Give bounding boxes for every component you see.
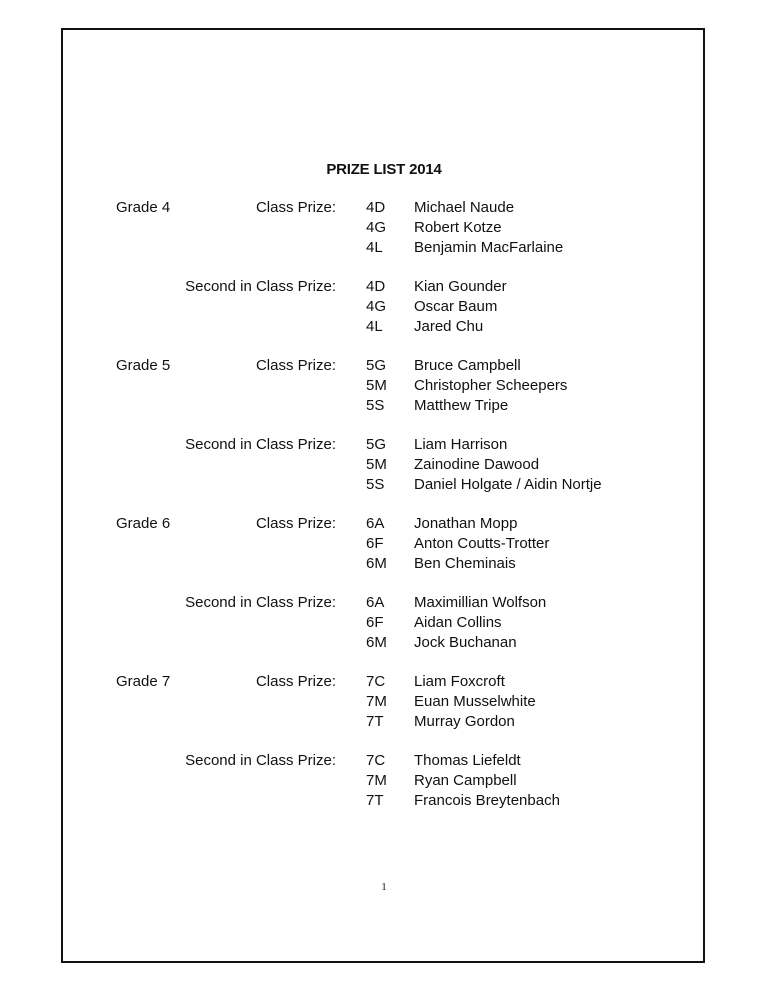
class-code: 5M bbox=[366, 377, 387, 394]
winner-row bbox=[366, 712, 536, 732]
prize-block bbox=[0, 435, 768, 514]
winner-row bbox=[366, 396, 567, 416]
class-code: 7T bbox=[366, 792, 384, 809]
class-code: 4D bbox=[366, 199, 386, 216]
winner-row bbox=[366, 376, 567, 396]
winner-row bbox=[366, 435, 602, 455]
winner-list bbox=[366, 672, 536, 732]
grade-label: Grade 7 bbox=[116, 673, 171, 690]
winner-name: Oscar Baum bbox=[414, 298, 498, 315]
winner-name: Jared Chu bbox=[414, 318, 484, 335]
winner-list bbox=[366, 593, 546, 653]
class-code: 6F bbox=[366, 535, 384, 552]
prize-block bbox=[0, 672, 768, 751]
class-code: 6A bbox=[366, 594, 385, 611]
winner-name: Jock Buchanan bbox=[414, 634, 517, 651]
document-title: PRIZE LIST 2014 bbox=[326, 161, 442, 178]
prize-type-label: Class Prize: bbox=[255, 357, 336, 374]
winner-row bbox=[366, 672, 536, 692]
grade-label: Grade 4 bbox=[116, 199, 171, 216]
class-code: 7T bbox=[366, 713, 384, 730]
winner-row bbox=[366, 791, 560, 811]
winner-name: Liam Foxcroft bbox=[414, 673, 505, 690]
winner-list bbox=[366, 356, 567, 416]
prize-type-label: Second in Class Prize: bbox=[185, 752, 336, 769]
prize-block bbox=[0, 277, 768, 356]
winner-name: Thomas Liefeldt bbox=[414, 752, 521, 769]
winner-name: Christopher Scheepers bbox=[414, 377, 568, 394]
winner-name: Ben Cheminais bbox=[414, 555, 516, 572]
winner-name: Maximillian Wolfson bbox=[414, 594, 547, 611]
winner-name: Jonathan Mopp bbox=[414, 515, 518, 532]
winner-name: Bruce Campbell bbox=[414, 357, 521, 374]
class-code: 7C bbox=[366, 752, 386, 769]
winner-row bbox=[366, 475, 602, 495]
winner-list bbox=[366, 751, 560, 811]
winner-row bbox=[366, 633, 546, 653]
winner-name: Matthew Tripe bbox=[414, 397, 509, 414]
winner-name: Michael Naude bbox=[414, 199, 515, 216]
winner-name: Kian Gounder bbox=[414, 278, 507, 295]
winner-list bbox=[366, 277, 507, 337]
winner-name: Liam Harrison bbox=[414, 436, 508, 453]
winner-row bbox=[366, 238, 563, 258]
prize-type-label: Class Prize: bbox=[255, 673, 336, 690]
winner-row bbox=[366, 218, 563, 238]
prize-type-label: Second in Class Prize: bbox=[185, 594, 336, 611]
winner-row bbox=[366, 613, 546, 633]
winner-name: Murray Gordon bbox=[414, 713, 515, 730]
grade-label: Grade 6 bbox=[116, 515, 171, 532]
class-code: 4L bbox=[366, 318, 383, 335]
class-code: 4D bbox=[366, 278, 386, 295]
class-code: 5M bbox=[366, 456, 387, 473]
page-number: 1 bbox=[381, 881, 387, 893]
winner-name: Robert Kotze bbox=[414, 219, 502, 236]
winner-row bbox=[366, 534, 549, 554]
winner-row bbox=[366, 514, 549, 534]
winner-name: Aidan Collins bbox=[414, 614, 502, 631]
winner-row bbox=[366, 317, 507, 337]
prize-type-label: Class Prize: bbox=[255, 199, 336, 216]
class-code: 5G bbox=[366, 436, 387, 453]
winner-name: Zainodine Dawood bbox=[414, 456, 540, 473]
winner-row bbox=[366, 751, 560, 771]
winner-row bbox=[366, 277, 507, 297]
class-code: 4G bbox=[366, 219, 387, 236]
class-code: 5G bbox=[366, 357, 387, 374]
class-code: 6M bbox=[366, 555, 387, 572]
winner-row bbox=[366, 771, 560, 791]
winner-list bbox=[366, 514, 549, 574]
prize-block bbox=[0, 593, 768, 672]
winner-list bbox=[366, 198, 563, 258]
class-code: 6A bbox=[366, 515, 385, 532]
prize-list bbox=[0, 198, 768, 830]
class-code: 6M bbox=[366, 634, 387, 651]
winner-name: Ryan Campbell bbox=[414, 772, 517, 789]
class-code: 5S bbox=[366, 397, 385, 414]
winner-name: Anton Coutts-Trotter bbox=[414, 535, 550, 552]
class-code: 7M bbox=[366, 693, 387, 710]
winner-name: Euan Musselwhite bbox=[414, 693, 536, 710]
winner-name: Daniel Holgate / Aidin Nortje bbox=[414, 476, 602, 493]
prize-block bbox=[0, 514, 768, 593]
prize-block bbox=[0, 356, 768, 435]
class-code: 7C bbox=[366, 673, 386, 690]
class-code: 4L bbox=[366, 239, 383, 256]
prize-type-label: Class Prize: bbox=[255, 515, 336, 532]
winner-name: Francois Breytenbach bbox=[414, 792, 560, 809]
class-code: 7M bbox=[366, 772, 387, 789]
prize-type-label: Second in Class Prize: bbox=[185, 278, 336, 295]
class-code: 4G bbox=[366, 298, 387, 315]
prize-block bbox=[0, 751, 768, 830]
winner-row bbox=[366, 356, 567, 376]
winner-row bbox=[366, 554, 549, 574]
winner-row bbox=[366, 593, 546, 613]
winner-list bbox=[366, 435, 602, 495]
winner-row bbox=[366, 297, 507, 317]
class-code: 5S bbox=[366, 476, 385, 493]
winner-row bbox=[366, 198, 563, 218]
grade-label: Grade 5 bbox=[116, 357, 171, 374]
prize-type-label: Second in Class Prize: bbox=[185, 436, 336, 453]
winner-name: Benjamin MacFarlaine bbox=[414, 239, 564, 256]
class-code: 6F bbox=[366, 614, 384, 631]
winner-row bbox=[366, 455, 602, 475]
winner-row bbox=[366, 692, 536, 712]
prize-block bbox=[0, 198, 768, 277]
